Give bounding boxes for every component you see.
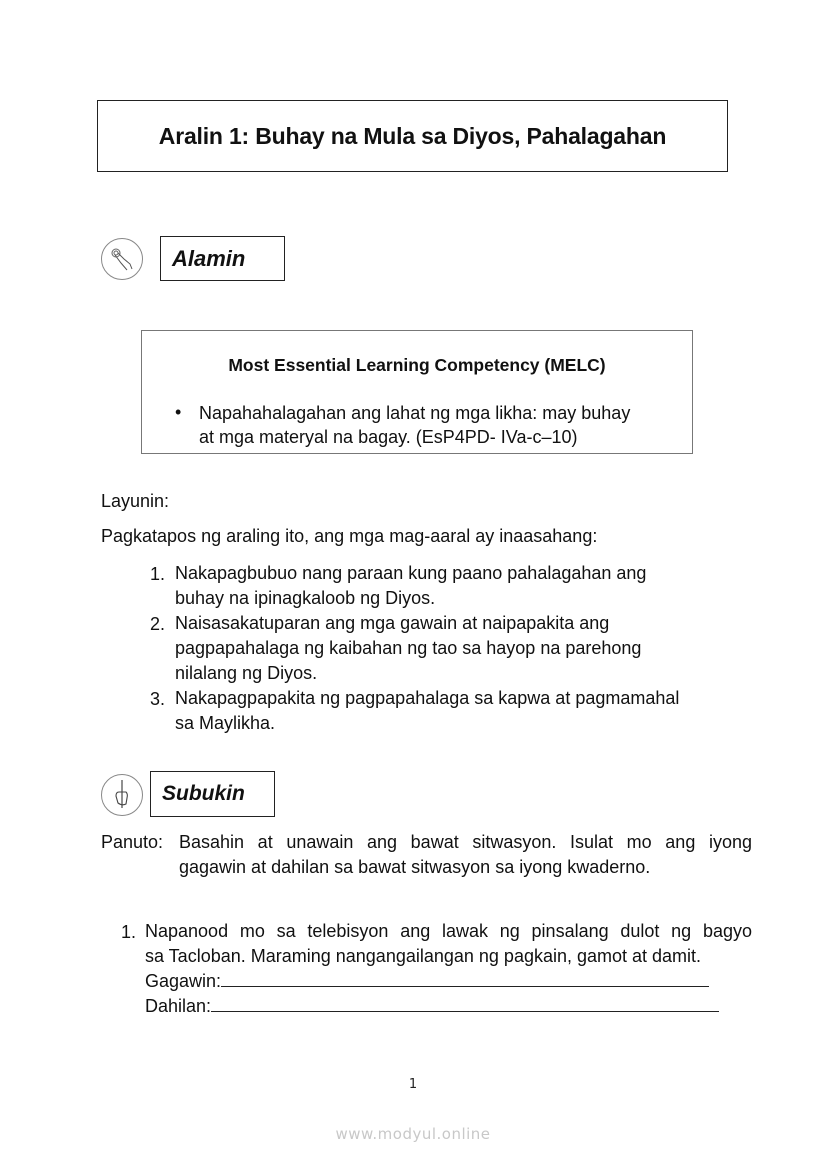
objective-number: 3. [150, 689, 166, 709]
dahilan-label: Dahilan: [145, 996, 212, 1016]
section-header-subukin [150, 771, 275, 817]
question-number: 1. [121, 922, 137, 942]
objective-line: Naisasakatuparan ang mga gawain at naipapakita ang [175, 613, 610, 633]
hand-holding-pencil-icon [101, 774, 143, 816]
melc-item-line: Napahahalagahan ang lahat ng mga likha: may buhay [199, 403, 631, 423]
bullet-icon: • [175, 402, 182, 422]
section-header-alamin [160, 236, 285, 281]
objective-line: Nakapagbubuo nang paraan kung paano pahalagahan ang [175, 563, 647, 583]
objective-line: nilalang ng Diyos. [175, 663, 318, 683]
section-label-alamin: Alamin [172, 245, 246, 271]
pointing-hand-icon [101, 238, 143, 280]
lesson-title-box [97, 100, 728, 172]
objective-item [175, 686, 679, 736]
gagawin-label: Gagawin: [145, 971, 222, 991]
objective-item [175, 611, 641, 686]
question-text-line: sa Tacloban. Maraming nangangailangan ng pagkain, gamot at damit. [145, 946, 702, 966]
gagawin-answer-line[interactable] [221, 970, 709, 987]
watermark: www.modyul.online [335, 1125, 491, 1143]
objective-line: buhay na ipinagkaloob ng Diyos. [175, 588, 436, 608]
page-number: 1 [408, 1077, 418, 1092]
objective-number: 1. [150, 564, 166, 584]
melc-item [199, 401, 679, 449]
instructions-line: gagawin at dahilan sa bawat sitwasyon sa iyong kwaderno. [179, 857, 651, 877]
objective-item [175, 561, 646, 611]
gagawin-field[interactable] [145, 969, 709, 994]
objectives-intro: Pagkatapos ng araling ito, ang mga mag-aaral ay inaasahang: [101, 526, 598, 546]
melc-box [141, 330, 693, 454]
section-label-subukin: Subukin [162, 782, 245, 805]
question-text-line: Napanood mo sa telebisyon ang lawak ng pinsalang dulot ng bagyo [145, 921, 752, 941]
melc-item-line: at mga materyal na bagay. (EsP4PD- IVa-c–10) [199, 427, 578, 447]
objectives-heading: Layunin: [101, 491, 170, 511]
instructions-label: Panuto: [101, 832, 164, 852]
objective-number: 2. [150, 614, 166, 634]
dahilan-answer-line[interactable] [211, 995, 719, 1012]
melc-title: Most Essential Learning Competency (MELC) [228, 355, 606, 375]
lesson-title: Aralin 1: Buhay na Mula sa Diyos, Pahalagahan [158, 122, 667, 149]
dahilan-field[interactable] [145, 994, 719, 1019]
objective-line: sa Maylikha. [175, 713, 276, 733]
instructions-line: Basahin at unawain ang bawat sitwasyon. Isulat mo ang iyong [179, 832, 752, 852]
objective-line: Nakapagpapakita ng pagpapahalaga sa kapwa at pagmamahal [175, 688, 680, 708]
objective-line: pagpapahalaga ng kaibahan ng tao sa hayop na parehong [175, 638, 642, 658]
